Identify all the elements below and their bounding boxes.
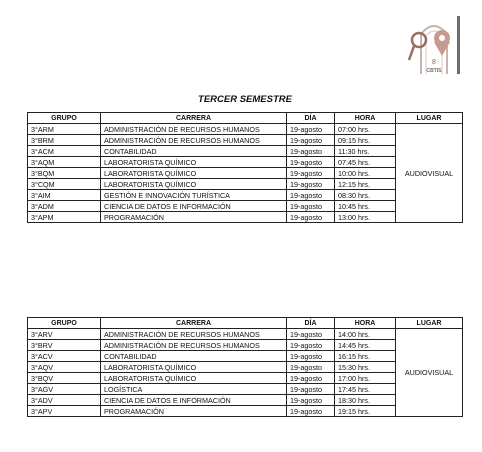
section-title: TERCER SEMESTRE — [198, 94, 292, 105]
cell-hora: 17:00 hrs. — [335, 373, 396, 384]
header-dia: DÍA — [287, 318, 335, 329]
table-row — [28, 124, 463, 135]
cell-carrera: CONTABILIDAD — [101, 351, 287, 362]
cell-carrera: CIENCIA DE DATOS E INFORMACIÓN — [101, 395, 287, 406]
cell-dia: 19-agosto — [287, 384, 335, 395]
cell-carrera: ADMINISTRACIÓN DE RECURSOS HUMANOS — [101, 340, 287, 351]
cell-carrera: LABORATORISTA QUÍMICO — [101, 179, 287, 190]
cell-dia: 19-agosto — [287, 212, 335, 223]
table-body — [28, 329, 463, 417]
cell-dia: 19-agosto — [287, 168, 335, 179]
cell-carrera: LOGÍSTICA — [101, 384, 287, 395]
cell-carrera: CIENCIA DE DATOS E INFORMACIÓN — [101, 201, 287, 212]
table-body — [28, 124, 463, 223]
cell-carrera: LABORATORISTA QUÍMICO — [101, 362, 287, 373]
cell-grupo: 3°ADV — [28, 395, 101, 406]
cell-dia: 19-agosto — [287, 157, 335, 168]
cell-hora: 11:30 hrs. — [335, 146, 396, 157]
cell-carrera: ADMINISTRACIÓN DE RECURSOS HUMANOS — [101, 124, 287, 135]
cell-dia: 19-agosto — [287, 124, 335, 135]
cell-grupo: 3°APM — [28, 212, 101, 223]
cell-hora: 17:45 hrs. — [335, 384, 396, 395]
cell-hora: 07:45 hrs. — [335, 157, 396, 168]
cell-carrera: ADMINISTRACIÓN DE RECURSOS HUMANOS — [101, 329, 287, 340]
cell-dia: 19-agosto — [287, 395, 335, 406]
cell-dia: 19-agosto — [287, 179, 335, 190]
cell-grupo: 3°ACM — [28, 146, 101, 157]
cell-dia: 19-agosto — [287, 190, 335, 201]
cbtis-logo — [404, 16, 462, 76]
cell-carrera: ADMINISTRACIÓN DE RECURSOS HUMANOS — [101, 135, 287, 146]
cell-dia: 19-agosto — [287, 340, 335, 351]
cell-lugar: AUDIOVISUAL — [396, 329, 463, 417]
cell-grupo: 3°ACV — [28, 351, 101, 362]
cell-carrera: LABORATORISTA QUÍMICO — [101, 373, 287, 384]
header-dia: DÍA — [287, 113, 335, 124]
cell-dia: 19-agosto — [287, 135, 335, 146]
cell-hora: 10:00 hrs. — [335, 168, 396, 179]
header-lugar: LUGAR — [396, 113, 463, 124]
cell-hora: 12:15 hrs. — [335, 179, 396, 190]
cell-dia: 19-agosto — [287, 373, 335, 384]
cbtis-logo-icon — [404, 16, 462, 76]
cell-hora: 07:00 hrs. — [335, 124, 396, 135]
cell-grupo: 3°APV — [28, 406, 101, 417]
header-hora: HORA — [335, 113, 396, 124]
cell-hora: 13:00 hrs. — [335, 212, 396, 223]
cell-carrera: CONTABILIDAD — [101, 146, 287, 157]
cell-grupo: 3°ADM — [28, 201, 101, 212]
table-header-row — [28, 318, 463, 329]
cell-grupo: 3°AGV — [28, 384, 101, 395]
cell-hora: 09:15 hrs. — [335, 135, 396, 146]
cell-grupo: 3°BRM — [28, 135, 101, 146]
cell-hora: 19:15 hrs. — [335, 406, 396, 417]
logo-number: 8 — [432, 59, 436, 66]
schedule-table-morning — [27, 112, 463, 223]
header-hora: HORA — [335, 318, 396, 329]
cell-dia: 19-agosto — [287, 329, 335, 340]
header-lugar: LUGAR — [396, 318, 463, 329]
cell-hora: 14:45 hrs. — [335, 340, 396, 351]
header-carrera: CARRERA — [101, 318, 287, 329]
cell-dia: 19-agosto — [287, 406, 335, 417]
header-grupo: GRUPO — [28, 113, 101, 124]
schedule-table-afternoon — [27, 317, 463, 417]
cell-grupo: 3°ARV — [28, 329, 101, 340]
cell-dia: 19-agosto — [287, 146, 335, 157]
cell-carrera: GESTIÓN E INNOVACIÓN TURÍSTICA — [101, 190, 287, 201]
cell-grupo: 3°BRV — [28, 340, 101, 351]
cell-grupo: 3°ARM — [28, 124, 101, 135]
cell-hora: 16:15 hrs. — [335, 351, 396, 362]
header-grupo: GRUPO — [28, 318, 101, 329]
cell-grupo: 3°AIM — [28, 190, 101, 201]
cell-grupo: 3°BQM — [28, 168, 101, 179]
cell-carrera: LABORATORISTA QUÍMICO — [101, 157, 287, 168]
cell-dia: 19-agosto — [287, 201, 335, 212]
cell-carrera: PROGRAMACIÓN — [101, 406, 287, 417]
cell-grupo: 3°BQV — [28, 373, 101, 384]
logo-text: CBTIS — [426, 68, 442, 74]
cell-grupo: 3°AQM — [28, 157, 101, 168]
cell-dia: 19-agosto — [287, 351, 335, 362]
table-header-row — [28, 113, 463, 124]
cell-grupo: 3°CQM — [28, 179, 101, 190]
cell-lugar: AUDIOVISUAL — [396, 124, 463, 223]
cell-hora: 18:30 hrs. — [335, 395, 396, 406]
cell-grupo: 3°AQV — [28, 362, 101, 373]
cell-dia: 19-agosto — [287, 362, 335, 373]
cell-carrera: LABORATORISTA QUÍMICO — [101, 168, 287, 179]
cell-hora: 15:30 hrs. — [335, 362, 396, 373]
table-row — [28, 329, 463, 340]
header-carrera: CARRERA — [101, 113, 287, 124]
cell-hora: 08:30 hrs. — [335, 190, 396, 201]
cell-hora: 10:45 hrs. — [335, 201, 396, 212]
cell-carrera: PROGRAMACIÓN — [101, 212, 287, 223]
cell-hora: 14:00 hrs. — [335, 329, 396, 340]
